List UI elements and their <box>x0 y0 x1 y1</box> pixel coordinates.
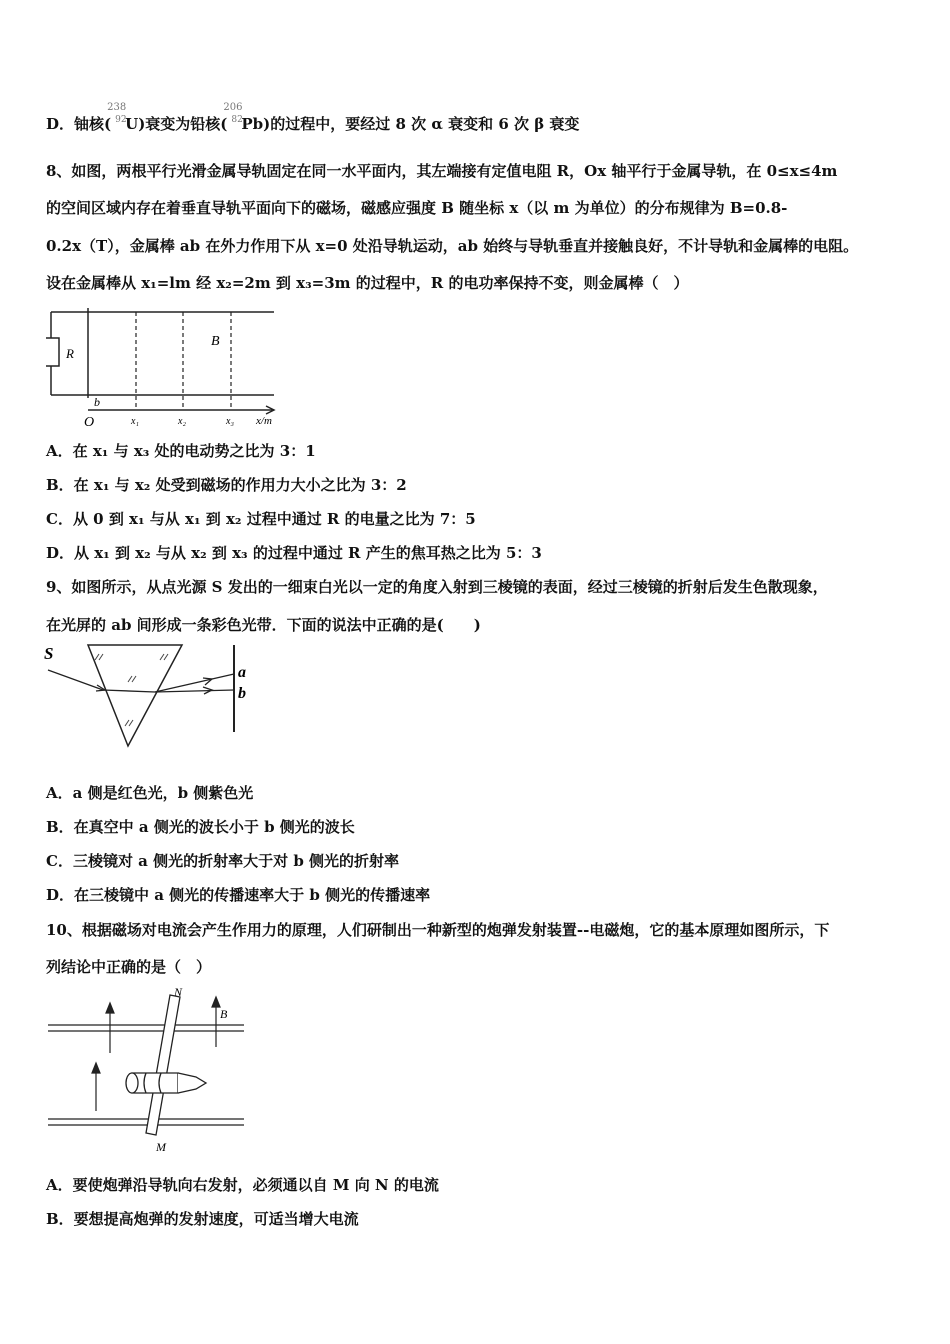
q9-option-b: B．在真空中 a 侧光的波长小于 b 侧光的波长 <box>46 818 355 836</box>
label-b: b <box>94 395 100 409</box>
q8-option-b: B．在 x₁ 与 x₂ 处受到磁场的作用力大小之比为 3：2 <box>46 476 407 494</box>
q10-option-a: A．要使炮弹沿导轨向右发射，必须通以自 M 向 N 的电流 <box>46 1176 439 1194</box>
q8-stem-line1: 8、如图，两根平行光滑金属导轨固定在同一水平面内，其左端接有定值电阻 R，Ox 轴平行于金属导轨，在 0≤x≤4m <box>46 162 838 180</box>
q9-stem-line2: 在光屏的 ab 间形成一条彩色光带．下面的说法中正确的是( ) <box>46 616 481 634</box>
q8-stem-line4: 设在金属棒从 x₁=lm 经 x₂=2m 到 x₃=3m 的过程中，R 的电功率保持不变，则金属棒（ ） <box>46 274 689 292</box>
label-R: R <box>66 346 74 361</box>
conductor-bar <box>146 995 180 1135</box>
label-x1: x₁ <box>131 416 139 427</box>
q10-option-b: B．要想提高炮弹的发射速度，可适当增大电流 <box>46 1210 359 1228</box>
label-a: a <box>238 664 246 681</box>
q8-rail-figure <box>46 300 286 430</box>
q8-stem-line2: 的空间区域内存在着垂直导轨平面向下的磁场，磁感应强度 B 随坐标 x（以 m 为单位）的分布规律为 B=0.8- <box>46 199 788 217</box>
resistor-symbol <box>46 338 59 366</box>
label-B: B <box>211 334 220 349</box>
q7-option-d: D．铀核( 238 92 U)衰变为铅核( 206 82 Pb)的过程中，要经过 8 次 α 衰变和 6 次 β 衰变 <box>46 102 580 133</box>
label-B-field: B <box>220 1007 228 1021</box>
q8-stem-line3: 0.2x（T），金属棒 ab 在外力作用下从 x=0 处沿导轨运动，ab 始终与导轨垂直并接触良好，不计导轨和金属棒的电阻。 <box>46 237 859 255</box>
label-N: N <box>174 985 183 999</box>
q9-prism-figure <box>40 640 260 755</box>
label-S: S <box>44 644 54 663</box>
label-x2: x₂ <box>178 416 186 427</box>
prism-shape <box>88 645 182 746</box>
q10-railgun-figure <box>46 985 256 1155</box>
label-b-screen: b <box>238 685 246 702</box>
q10-stem-line2: 列结论中正确的是（ ） <box>46 958 212 976</box>
q9-stem-line1: 9、如图所示，从点光源 S 发出的一细束白光以一定的角度入射到三棱镜的表面，经过三棱镜的折射后发生色散现象， <box>46 578 828 596</box>
label-O: O <box>84 415 95 430</box>
q8-option-d: D．从 x₁ 到 x₂ 与从 x₂ 到 x₃ 的过程中通过 R 产生的焦耳热之比为 5：3 <box>46 544 542 562</box>
q8-option-a: A．在 x₁ 与 x₃ 处的电动势之比为 3：1 <box>46 442 316 460</box>
label-axis: x/m <box>256 415 272 427</box>
q8-option-c: C．从 0 到 x₁ 与从 x₁ 到 x₂ 过程中通过 R 的电量之比为 7：5 <box>46 510 476 528</box>
q9-option-a: A．a 侧是红色光，b 侧紫色光 <box>46 784 254 802</box>
label-M: M <box>156 1140 166 1154</box>
q9-option-c: C．三棱镜对 a 侧光的折射率大于对 b 侧光的折射率 <box>46 852 400 870</box>
q10-stem-line1: 10、根据磁场对电流会产生作用力的原理，人们研制出一种新型的炮弹发射装置--电磁炮，它的基本原理如图所示，下 <box>46 921 830 939</box>
q9-option-d: D．在三棱镜中 a 侧光的传播速率大于 b 侧光的传播速率 <box>46 886 431 904</box>
label-x3: x₃ <box>226 416 234 427</box>
